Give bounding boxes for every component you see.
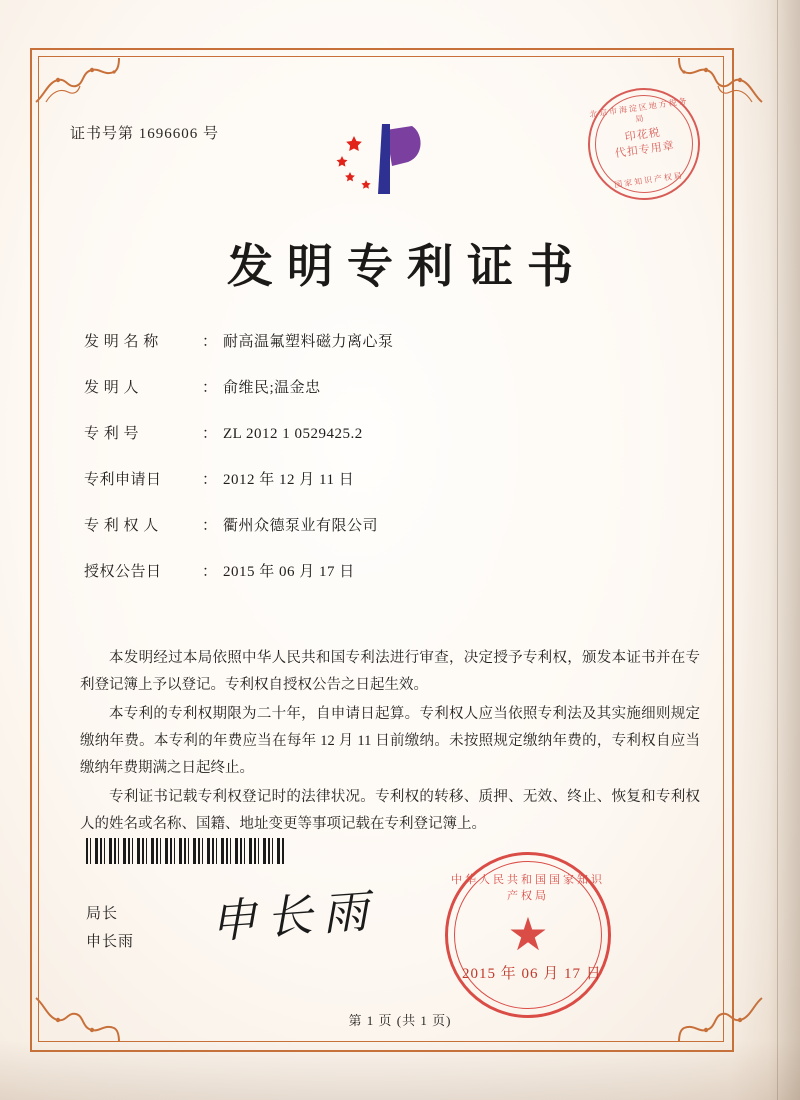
field-inventor — [84, 376, 684, 397]
field-patent-number — [84, 422, 684, 443]
star-icon: ★ — [507, 909, 549, 960]
director-title-label: 局长 — [86, 906, 119, 922]
body-text — [80, 645, 700, 840]
field-list — [84, 330, 684, 606]
page-footer: 第 1 页 (共 1 页) — [348, 1013, 452, 1028]
field-colon: ： — [202, 472, 218, 488]
sipo-patent-logo — [320, 110, 450, 210]
scan-shadow-right — [730, 0, 800, 1100]
field-value: 2015 年 06 月 17 日 — [223, 564, 355, 580]
field-label: 专 利 权 人 — [84, 518, 159, 534]
field-label: 授权公告日 — [84, 564, 162, 580]
body-paragraph: 本发明经过本局依照中华人民共和国专利法进行审查，决定授予专利权，颁发本证书并在专利登记簿上予以登记。专利权自授权公告之日起生效。 — [80, 650, 700, 693]
page-title: 发明专利证书 — [227, 241, 587, 292]
corner-ornament-top-left — [34, 52, 120, 104]
field-colon: ： — [202, 564, 218, 580]
certificate-number: 证书号第 1696606 号 — [70, 126, 220, 142]
field-grant-announcement-date — [84, 560, 684, 581]
field-colon: ： — [202, 518, 218, 534]
field-colon: ： — [202, 426, 218, 442]
field-label: 发 明 人 — [84, 380, 140, 396]
national-seal — [445, 852, 611, 1018]
tax-stamp-bottom-text: 国家知识产权局 — [613, 170, 685, 190]
field-application-date — [84, 468, 684, 489]
field-patentee — [84, 514, 684, 535]
field-value: 俞维民;温金忠 — [223, 380, 321, 396]
field-label: 专 利 号 — [84, 426, 140, 442]
field-label: 发 明 名 称 — [84, 334, 159, 350]
barcode — [86, 838, 286, 864]
tax-stamp-line1: 印花税 — [624, 126, 662, 144]
tax-stamp-top-text: 北京市海淀区地方税务局 — [588, 96, 690, 124]
tax-stamp-line2: 代扣专用章 — [614, 139, 676, 161]
field-value: 耐高温氟塑料磁力离心泵 — [223, 334, 394, 350]
field-invention-name — [84, 330, 684, 351]
scan-edge-line — [777, 0, 778, 1100]
national-seal-top-text: 中华人民共和国国家知识产权局 — [451, 874, 605, 902]
field-colon: ： — [202, 380, 218, 396]
body-paragraph: 专利证书记载专利权登记时的法律状况。专利权的转移、质押、无效、终止、恢复和专利权人的姓名或名称、国籍、地址变更等事项记载在专利登记簿上。 — [80, 789, 700, 832]
field-value: 衢州众德泵业有限公司 — [223, 518, 379, 534]
director-name-label: 申长雨 — [86, 934, 135, 950]
field-value: 2012 年 12 月 11 日 — [223, 472, 355, 488]
body-paragraph: 本专利的专利权期限为二十年，自申请日起算。专利权人应当依照专利法及其实施细则规定缴纳年费。本专利的年费应当在每年 12 月 11 日前缴纳。未按照规定缴纳年费的，专利权自应当缴纳年费期满之日起终止。 — [80, 706, 700, 776]
scan-shadow-bottom — [0, 1040, 800, 1100]
field-colon: ： — [202, 334, 218, 350]
signature-block — [86, 900, 134, 956]
field-label: 专利申请日 — [84, 472, 162, 488]
issue-date: 2015 年 06 月 17 日 — [462, 966, 602, 982]
handwritten-signature: 申长雨 — [208, 883, 380, 949]
field-value: ZL 2012 1 0529425.2 — [223, 426, 363, 442]
